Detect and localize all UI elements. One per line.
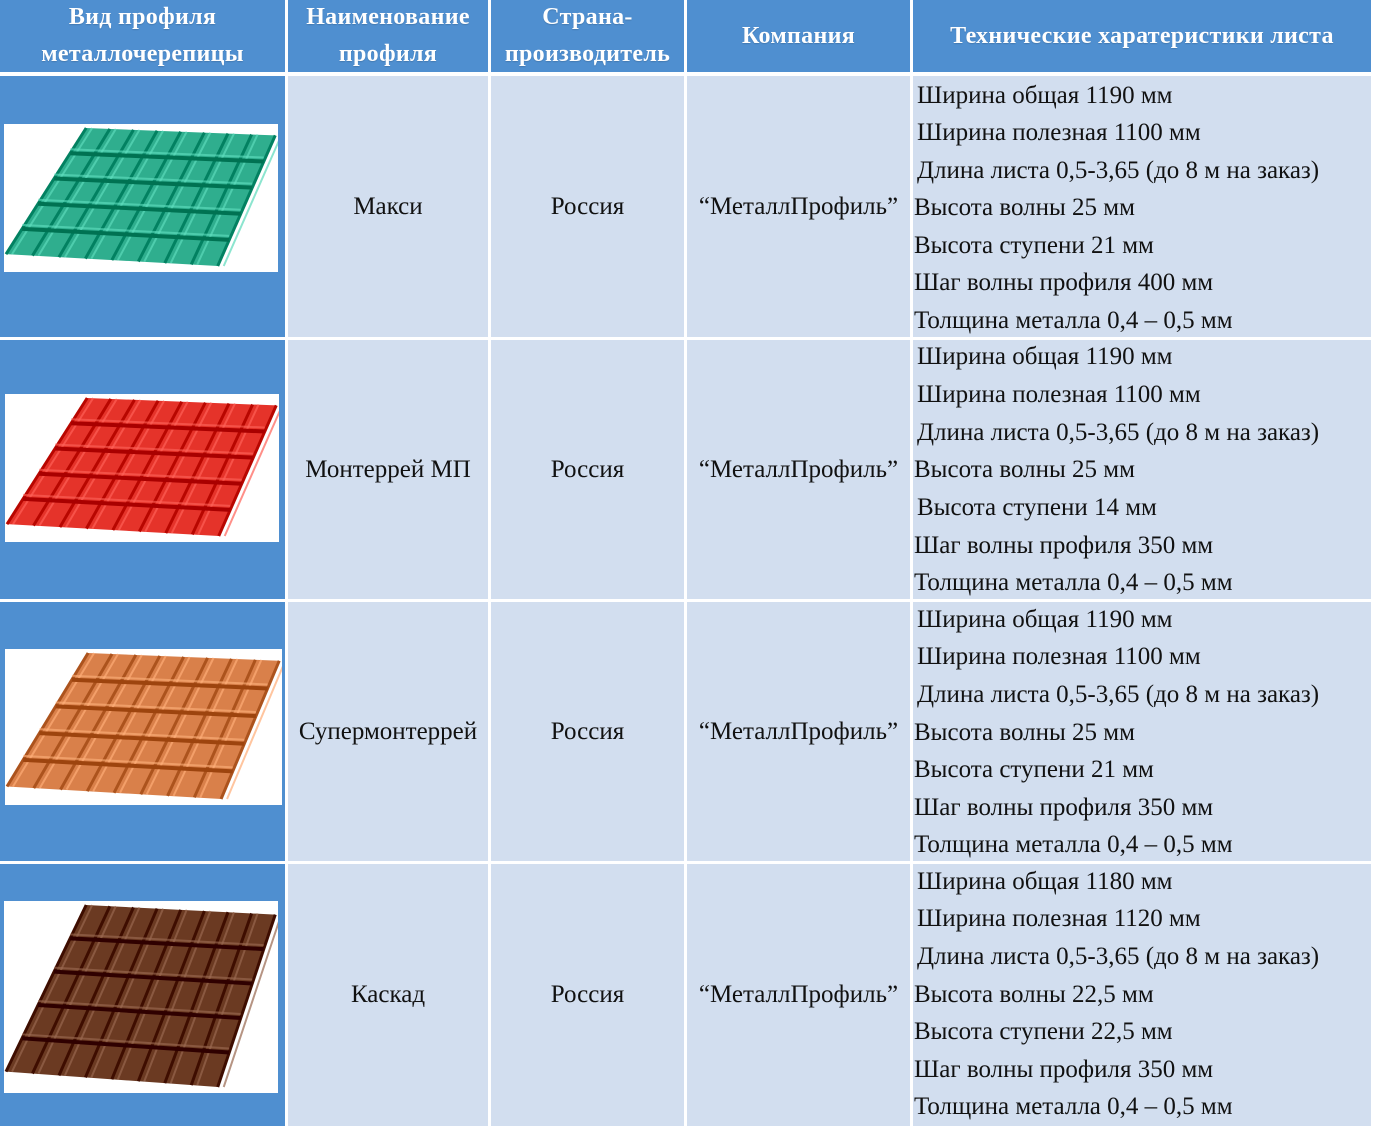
row-company: “МеталлПрофиль” — [687, 340, 910, 599]
spec-line: Ширина полезная 1120 мм — [917, 905, 1201, 932]
header-profile-name — [288, 0, 488, 72]
header-profile-name-label: Наименование профиля — [306, 4, 470, 67]
spec-line: Высота волны 25 мм — [914, 456, 1135, 483]
spec-line: Толщина металла 0,4 – 0,5 мм — [914, 1093, 1233, 1120]
row-name: Супермонтеррей — [288, 602, 488, 861]
spec-line: Ширина общая 1190 мм — [917, 343, 1173, 370]
header-country — [491, 0, 684, 72]
row-name: Каскад — [288, 864, 488, 1126]
red-metal-tile-sheet-icon — [5, 394, 279, 542]
spec-line: Шаг волны профиля 400 мм — [914, 269, 1214, 296]
header-specs-label: Технические харатеристики листа — [950, 22, 1334, 49]
row-specs — [913, 76, 1371, 337]
spec-line: Высота ступени 21 мм — [914, 232, 1154, 259]
spec-line: Шаг волны профиля 350 мм — [914, 1056, 1214, 1083]
green-metal-tile-sheet-icon — [4, 124, 278, 272]
row-name: Монтеррей МП — [288, 340, 488, 599]
row-image-cell — [0, 340, 285, 599]
spec-line: Шаг волны профиля 350 мм — [914, 532, 1214, 559]
row-image-cell — [0, 602, 285, 861]
header-country-label: Страна- производитель — [504, 4, 671, 67]
header-company-label: Компания — [742, 22, 855, 49]
row-company: “МеталлПрофиль” — [687, 602, 910, 861]
spec-line: Ширина полезная 1100 мм — [917, 643, 1201, 670]
row-company: “МеталлПрофиль” — [687, 76, 910, 337]
row-country: Россия — [491, 602, 684, 861]
spec-line: Ширина полезная 1100 мм — [917, 381, 1201, 408]
row-country: Россия — [491, 340, 684, 599]
header-profile-view-label: Вид профиля металлочерепицы — [41, 4, 244, 67]
header-specs — [913, 0, 1371, 72]
spec-line: Высота ступени 22,5 мм — [914, 1018, 1173, 1045]
row-image-cell — [0, 864, 285, 1126]
row-name: Макси — [288, 76, 488, 337]
spec-line: Ширина общая 1180 мм — [917, 868, 1173, 895]
row-company: “МеталлПрофиль” — [687, 864, 910, 1126]
spec-line: Длина листа 0,5-3,65 (до 8 м на заказ) — [917, 681, 1320, 708]
row-country: Россия — [491, 76, 684, 337]
row-specs — [913, 602, 1371, 861]
spec-line: Шаг волны профиля 350 мм — [914, 794, 1214, 821]
row-specs — [913, 340, 1371, 599]
header-company — [687, 0, 910, 72]
spec-line: Высота волны 25 мм — [914, 719, 1135, 746]
spec-line: Высота волны 22,5 мм — [914, 981, 1154, 1008]
row-specs — [913, 864, 1371, 1126]
spec-line: Ширина общая 1190 мм — [917, 606, 1173, 633]
spec-line: Ширина общая 1190 мм — [917, 82, 1173, 109]
copper-metal-tile-sheet-icon — [5, 649, 282, 805]
spec-line: Длина листа 0,5-3,65 (до 8 м на заказ) — [917, 419, 1320, 446]
row-country: Россия — [491, 864, 684, 1126]
spec-line: Высота волны 25 мм — [914, 194, 1135, 221]
spec-line: Высота ступени 21 мм — [914, 756, 1154, 783]
spec-line: Толщина металла 0,4 – 0,5 мм — [914, 307, 1233, 334]
spec-line: Ширина полезная 1100 мм — [917, 119, 1201, 146]
row-image-cell — [0, 76, 285, 337]
brown-metal-tile-sheet-icon — [4, 901, 278, 1093]
spec-line: Длина листа 0,5-3,65 (до 8 м на заказ) — [917, 157, 1320, 184]
header-profile-view — [0, 0, 285, 72]
spec-line: Длина листа 0,5-3,65 (до 8 м на заказ) — [917, 943, 1320, 970]
spec-line: Толщина металла 0,4 – 0,5 мм — [914, 569, 1233, 596]
spec-line: Толщина металла 0,4 – 0,5 мм — [914, 831, 1233, 858]
spec-line: Высота ступени 14 мм — [917, 494, 1157, 521]
